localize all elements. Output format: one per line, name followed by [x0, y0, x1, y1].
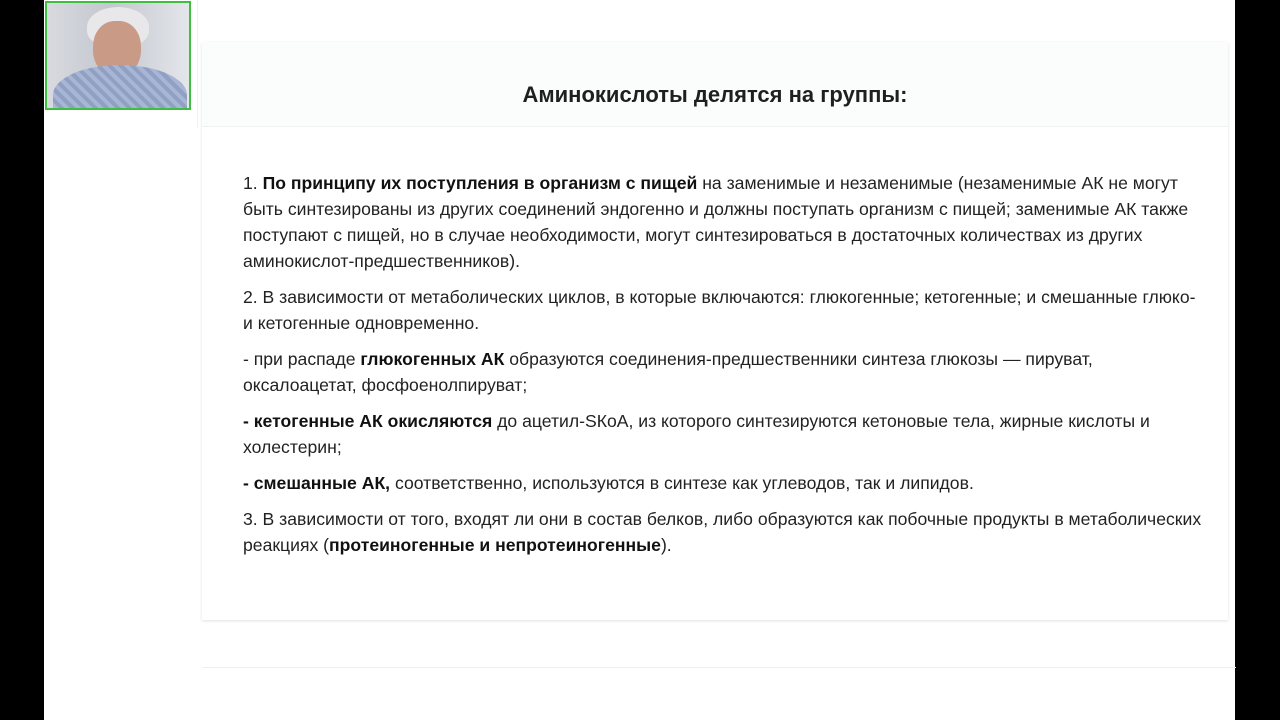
slide-body: [243, 170, 1203, 568]
slide-title: Аминокислоты делятся на группы:: [522, 82, 908, 107]
paragraph-1: [243, 170, 1203, 274]
paragraph-3: [243, 346, 1203, 398]
slide-panel: [202, 42, 1228, 620]
paragraph-2: [243, 284, 1203, 336]
paragraph-5-text: соответственно, используются в синтезе как углеводов, так и липидов.: [390, 473, 974, 493]
paragraph-3-prefix: - при распаде: [243, 349, 361, 369]
paragraph-4-text: до ацетил-SКоА, из которого синтезируются кетоновые тела, жирные кислоты и холестерин;: [243, 411, 1150, 457]
paragraph-6-suffix: ).: [660, 535, 672, 555]
paragraph-5-bold: - смешанные АК,: [243, 473, 391, 493]
paragraph-3-bold: глюкогенных АК: [360, 349, 505, 369]
paragraph-3-text: образуются соединения-предшественники синтеза глюкозы — пируват, оксалоацетат, фосфоенолпируват;: [243, 349, 1093, 395]
paragraph-6-bold: протеиногенные и непротеиногенные: [329, 535, 661, 555]
paragraph-5: [243, 470, 1203, 496]
bottom-divider: [202, 667, 1236, 668]
paragraph-4: [243, 408, 1203, 460]
paragraph-1-bold: По принципу их поступления в организм с пищей: [262, 173, 698, 193]
paragraph-6: [243, 506, 1203, 558]
paragraph-1-text: на заменимые и незаменимые (незаменимые АК не могут быть синтезированы из других соединений эндогенно и должны поступать организм с пищей; заменимые АК также поступают с пищей, но в случае необходимости, могут синтезироваться в достаточных количествах из других аминокислот-предшественников).: [243, 173, 1189, 271]
divider-line: [197, 0, 198, 128]
paragraph-1-number: 1.: [243, 173, 263, 193]
paragraph-4-bold: - кетогенные АК окисляются: [243, 411, 493, 431]
paragraph-6-prefix: 3. В зависимости от того, входят ли они в состав белков, либо образуются как побочные продукты в метаболических реакциях (: [243, 509, 1202, 555]
presenter-webcam-thumbnail[interactable]: [45, 1, 191, 110]
paragraph-2-text: 2. В зависимости от метаболических циклов, в которые включаются: глюкогенные; кетогенные; и смешанные глюко- и кетогенные одновременно.: [243, 287, 1196, 333]
